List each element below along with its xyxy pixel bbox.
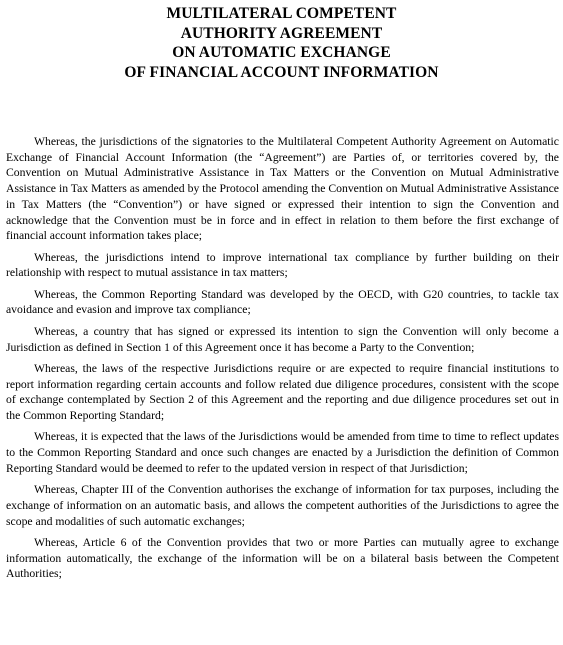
title-line-1: MULTILATERAL COMPETENT — [166, 5, 397, 22]
paragraph-8: Whereas, Article 6 of the Convention provides that two or more Parties can mutually agree to exchange information automatically, the exchange of the information will be on a bilateral basis between the Competent Authorities; — [6, 535, 559, 581]
title-line-2: AUTHORITY AGREEMENT — [180, 24, 383, 42]
paragraph-3: Whereas, the Common Reporting Standard was developed by the OECD, with G20 countries, to tackle tax avoidance and evasion and improve tax compliance; — [6, 287, 559, 317]
paragraph-7: Whereas, Chapter III of the Convention authorises the exchange of information for tax purposes, including the exchange of information on an automatic basis, and allows the competent authorities of the Jurisdictions to agree the scope and modalities of such automatic exchanges; — [6, 483, 559, 528]
title-line-3: ON AUTOMATIC EXCHANGE — [172, 44, 391, 62]
paragraph-4: Whereas, a country that has signed or expressed its intention to sign the Convention will only become a Jurisdiction as defined in Section 1 of this Agreement once it has become a Party to the Convention; — [6, 324, 559, 354]
document-body — [6, 134, 559, 588]
paragraph-1: Whereas, the jurisdictions of the signatories to the Multilateral Competent Authority Agreement on Automatic Exchange of Financial Account Information (the “Agreement”) are Parties of, or territories covered by, the Convention on Mutual Administrative Assistance in Tax Matters or the Convention on Mutual Administrative Assistance in Tax Matters as amended by the Protocol amending the Convention on Mutual Administrative Assistance in Tax Matters (the “Convention”) or have signed or expressed their intention to sign the Convention and acknowledge that the Convention must be in force and in effect in relation to them before the first exchange of financial account information takes place; — [6, 135, 559, 243]
paragraph-2: Whereas, the jurisdictions intend to improve international tax compliance by further building on their relationship with respect to mutual assistance in tax matters; — [6, 250, 559, 280]
title-line-4: OF FINANCIAL ACCOUNT INFORMATION — [124, 63, 439, 81]
document-title — [0, 4, 563, 82]
paragraph-6: Whereas, it is expected that the laws of the Jurisdictions would be amended from time to time to reflect updates to the Common Reporting Standard and once such changes are enacted by a Jurisdiction the definition of Common Reporting Standard would be deemed to refer to the updated version in respect of that Jurisdiction; — [6, 430, 559, 475]
paragraph-5: Whereas, the laws of the respective Jurisdictions require or are expected to require financial institutions to report information regarding certain accounts and follow related due diligence procedures, consistent with the scope of exchange contemplated by Section 2 of this Agreement and the reporting and due diligence procedures set out in the Common Reporting Standard; — [6, 361, 559, 422]
